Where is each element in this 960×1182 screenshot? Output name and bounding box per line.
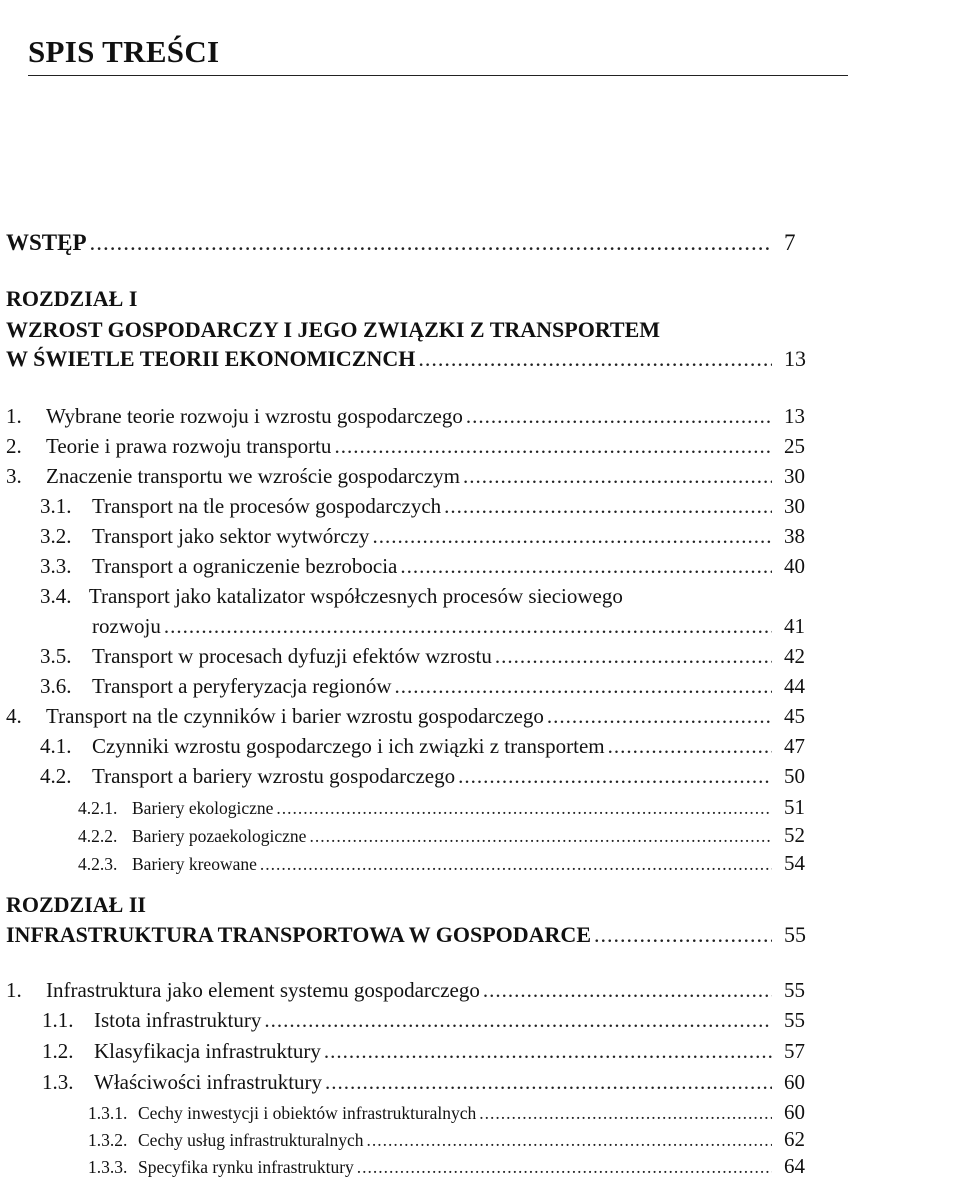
entry-number: 4.2.3. (78, 854, 118, 874)
dot-leader (479, 1104, 772, 1123)
entry-number: 3.2. (40, 524, 72, 548)
dot-leader (400, 555, 772, 578)
toc-entry[interactable] (6, 979, 812, 1002)
entry-page: 60 (784, 1100, 805, 1124)
entry-label: Właściwości infrastruktury (94, 1070, 323, 1094)
toc-entry[interactable] (6, 705, 812, 728)
entry-label: WSTĘP (6, 230, 87, 255)
toc-entry[interactable] (42, 1071, 812, 1094)
dot-leader (90, 230, 772, 255)
entry-page: 25 (784, 434, 805, 458)
entry-page: 13 (784, 346, 806, 371)
entry-number: 4.1. (40, 734, 72, 758)
dot-leader (334, 435, 772, 458)
entry-label: Transport jako katalizator współczesnych procesów sieciowego (88, 584, 623, 608)
entry-page: 41 (784, 614, 805, 638)
dot-leader (324, 1040, 772, 1063)
entry-page: 55 (784, 978, 805, 1002)
entry-page: 40 (784, 554, 805, 578)
dot-leader (495, 645, 772, 668)
entry-page: 47 (784, 734, 805, 758)
entry-page: 62 (784, 1127, 805, 1151)
dot-leader (418, 347, 772, 371)
entry-label: W ŚWIETLE TEORII EKONOMICZNCH (6, 346, 416, 371)
entry-page: 30 (784, 494, 805, 518)
entry-label: Infrastruktura jako element systemu gospodarczego (46, 978, 480, 1002)
entry-label: Bariery kreowane (132, 854, 257, 874)
dot-leader (325, 1071, 772, 1094)
entry-label: Znaczenie transportu we wzroście gospodarczym (46, 464, 460, 488)
entry-label: Wybrane teorie rozwoju i wzrostu gospodarczego (46, 404, 463, 428)
entry-label: Transport a peryferyzacja regionów (92, 674, 392, 698)
entry-page: 54 (784, 851, 805, 875)
toc-entry[interactable] (42, 1009, 812, 1032)
toc-entry[interactable] (78, 796, 812, 819)
entry-page: 55 (784, 922, 806, 947)
toc-entry[interactable] (88, 1155, 812, 1178)
entry-page: 50 (784, 764, 805, 788)
toc-entry[interactable] (40, 495, 812, 518)
entry-page: 60 (784, 1070, 805, 1094)
toc-entry[interactable] (6, 435, 812, 458)
toc-entry[interactable] (88, 1101, 812, 1124)
entry-label: Transport jako sektor wytwórczy (92, 524, 370, 548)
entry-label: Czynniki wzrostu gospodarczego i ich związki z transportem (92, 734, 605, 758)
entry-label: INFRASTRUKTURA TRANSPORTOWA W GOSPODARCE (6, 922, 591, 947)
toc-entry[interactable] (88, 1128, 812, 1151)
entry-number: 1.3. (42, 1070, 74, 1094)
chapter-1-title: WZROST GOSPODARCZY I JEGO ZWIĄZKI Z TRANSPORTEM (6, 317, 661, 342)
toc-entry-wstep[interactable] (6, 230, 812, 255)
toc-entry[interactable] (92, 615, 812, 638)
toc-entry[interactable] (42, 1040, 812, 1063)
entry-number: 1.3.2. (88, 1130, 128, 1150)
entry-label: Bariery ekologiczne (132, 798, 274, 818)
entry-number: 1. (6, 404, 22, 428)
entry-label: Bariery pozaekologiczne (132, 826, 307, 846)
entry-page: 55 (784, 1008, 805, 1032)
dot-leader (309, 827, 772, 846)
toc-entry[interactable] (40, 555, 812, 578)
entry-page: 13 (784, 404, 805, 428)
entry-page: 57 (784, 1039, 805, 1063)
entry-label: Cechy inwestycji i obiektów infrastrukturalnych (138, 1103, 477, 1123)
entry-number: 1.2. (42, 1039, 74, 1063)
entry-number: 3.1. (40, 494, 72, 518)
entry-label: Cechy usług infrastrukturalnych (138, 1130, 364, 1150)
entry-number: 3.6. (40, 674, 72, 698)
toc-entry[interactable] (6, 465, 812, 488)
toc-entry[interactable] (78, 824, 812, 847)
toc-entry[interactable] (40, 735, 812, 758)
toc-entry[interactable] (40, 645, 812, 668)
entry-label: Teorie i prawa rozwoju transportu (46, 434, 332, 458)
entry-page: 45 (784, 704, 805, 728)
dot-leader (608, 735, 772, 758)
entry-label: Transport a ograniczenie bezrobocia (92, 554, 398, 578)
dot-leader (483, 979, 772, 1002)
dot-leader (357, 1158, 772, 1177)
entry-number: 3.4. (40, 584, 72, 608)
toc-entry-chapter-2[interactable] (6, 923, 812, 947)
dot-leader (547, 705, 772, 728)
entry-page: 52 (784, 823, 805, 847)
toc-entry[interactable] (40, 525, 812, 548)
dot-leader (372, 525, 772, 548)
toc-entry[interactable] (40, 765, 812, 788)
dot-leader (367, 1131, 772, 1150)
dot-leader (164, 615, 772, 638)
dot-leader (463, 465, 772, 488)
toc-entry[interactable] (6, 405, 812, 428)
entry-page: 42 (784, 644, 805, 668)
entry-page: 38 (784, 524, 805, 548)
entry-number: 2. (6, 434, 22, 458)
chapter-2-heading: ROZDZIAŁ II (6, 892, 146, 917)
page-title: SPIS TREŚCI (28, 34, 220, 69)
dot-leader (594, 923, 772, 947)
entry-label: Klasyfikacja infrastruktury (94, 1039, 321, 1063)
entry-number: 4. (6, 704, 22, 728)
entry-page: 64 (784, 1154, 805, 1178)
entry-number: 4.2.1. (78, 798, 118, 818)
chapter-1-heading: ROZDZIAŁ I (6, 286, 138, 311)
toc-entry[interactable] (40, 675, 812, 698)
entry-label: Transport a bariery wzrostu gospodarczego (92, 764, 456, 788)
entry-label-continued: rozwoju (92, 614, 161, 638)
entry-number: 1.3.1. (88, 1103, 128, 1123)
entry-number: 3.5. (40, 644, 72, 668)
dot-leader (458, 765, 772, 788)
entry-label: Transport na tle procesów gospodarczych (92, 494, 442, 518)
toc-entry[interactable] (78, 852, 812, 875)
entry-label: Transport w procesach dyfuzji efektów wzrostu (92, 644, 492, 668)
toc-entry-first-line[interactable] (40, 585, 623, 608)
entry-label: Specyfika rynku infrastruktury (138, 1157, 354, 1177)
toc-entry-chapter-1[interactable] (6, 347, 812, 371)
entry-page: 30 (784, 464, 805, 488)
dot-leader (466, 405, 772, 428)
entry-number: 3. (6, 464, 22, 488)
entry-page: 51 (784, 795, 805, 819)
dot-leader (260, 855, 772, 874)
entry-number: 1.3.3. (88, 1157, 128, 1177)
entry-number: 4.2. (40, 764, 72, 788)
entry-page: 44 (784, 674, 805, 698)
entry-number: 1. (6, 978, 22, 1002)
entry-number: 4.2.2. (78, 826, 118, 846)
title-underline (28, 75, 848, 76)
dot-leader (395, 675, 772, 698)
dot-leader (444, 495, 772, 518)
entry-number: 3.3. (40, 554, 72, 578)
dot-leader (264, 1009, 772, 1032)
entry-number: 1.1. (42, 1008, 74, 1032)
dot-leader (276, 799, 772, 818)
entry-label: Istota infrastruktury (94, 1008, 262, 1032)
entry-label: Transport na tle czynników i barier wzrostu gospodarczego (46, 704, 544, 728)
entry-page: 7 (784, 230, 796, 255)
